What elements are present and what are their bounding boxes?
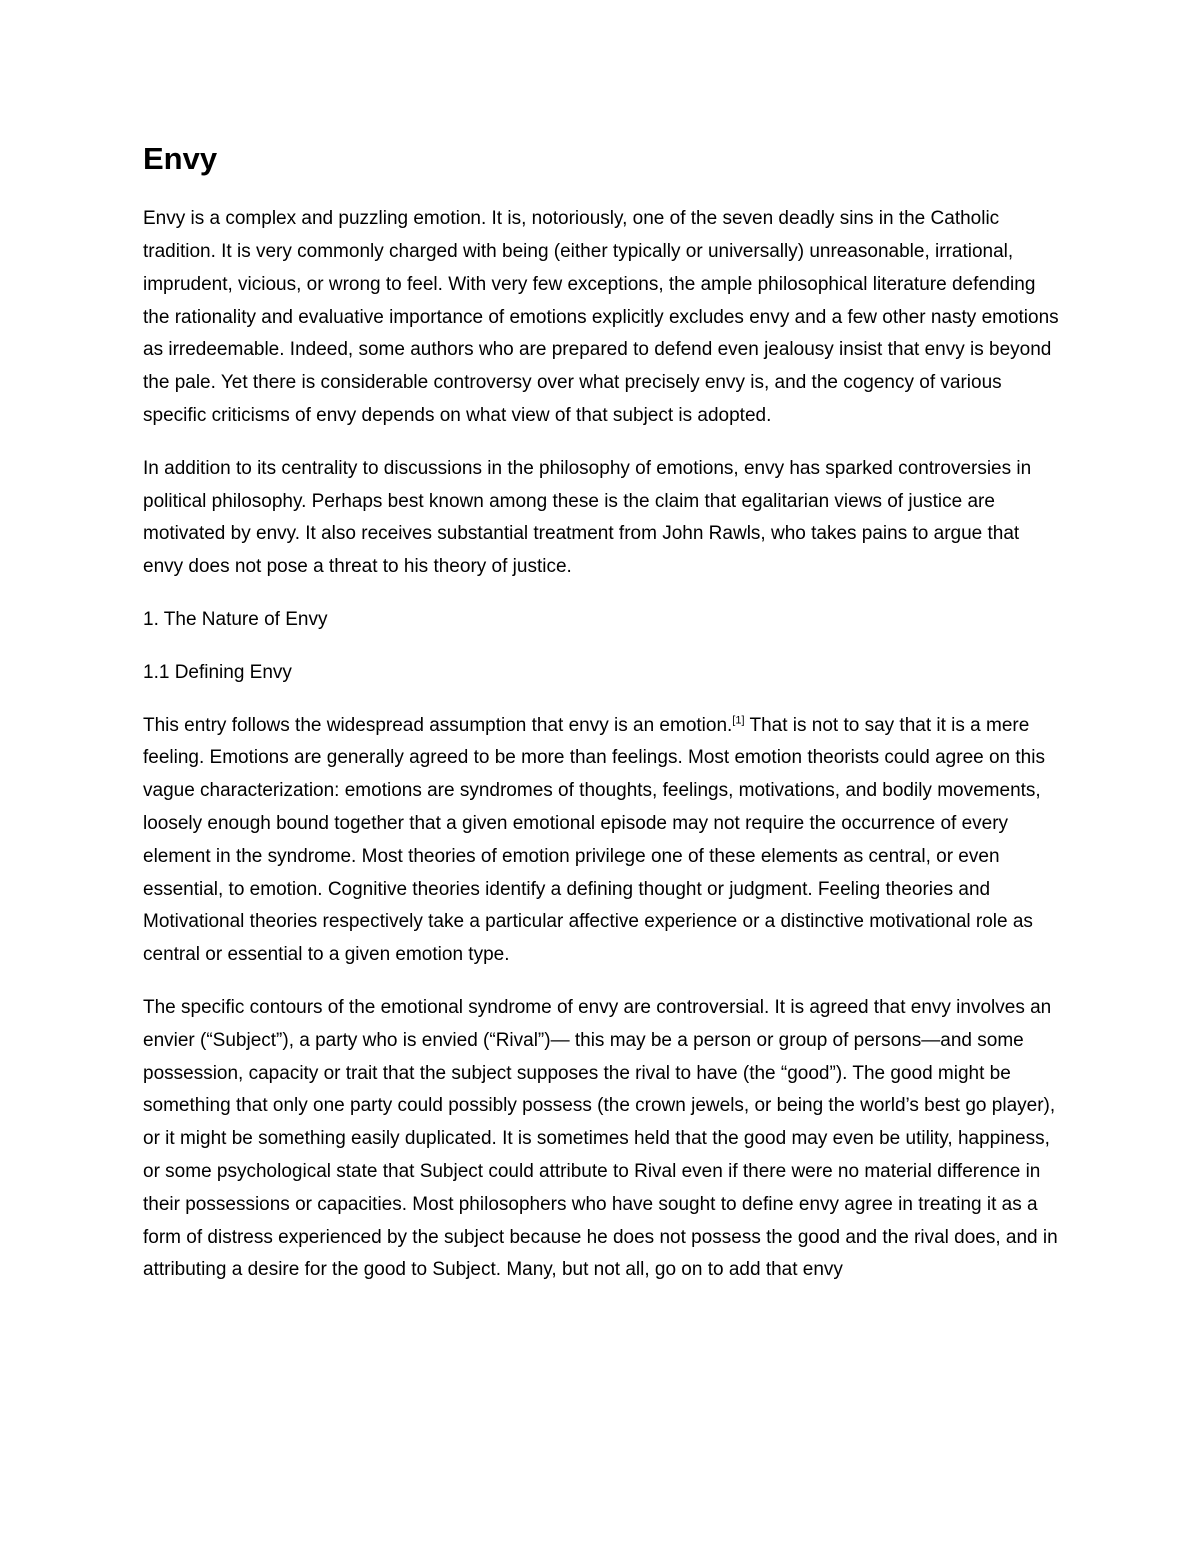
subsection-heading-defining-envy: 1.1 Defining Envy [143, 661, 292, 683]
paragraph-intro: Envy is a complex and puzzling emotion. It is, notoriously, one of the seven deadly sins in the Catholic tradition. It is very commonly charged with being (either typically or universally) unreasonable, irrational, imprudent, vicious, or wrong to feel. With very few exceptions, the ample philosophical literature defending the rationality and evaluative importance of emotions explicitly excludes envy and a few other nasty emotions as irredeemable. Indeed, some authors who are prepared to defend even jealousy insist that envy is beyond the pale. Yet there is considerable controversy over what precisely envy is, and the cogency of various specific criticisms of envy depends on what view of that subject is adopted. [143, 208, 1059, 426]
section-heading-nature-of-envy: 1. The Nature of Envy [143, 608, 328, 630]
footnote-reference-link[interactable]: [1] [732, 714, 745, 727]
document-page [143, 140, 1063, 1307]
paragraph-defining [143, 710, 1063, 972]
paragraph-defining-text-start: This entry follows the widespread assumption that envy is an emotion. [143, 714, 733, 736]
document-title: Envy [143, 141, 218, 176]
paragraph-contours: The specific contours of the emotional syndrome of envy are controversial. It is agreed that envy involves an envier (“Subject”), a party who is envied (“Rival”)— this may be a person or group of persons—and some possession, capacity or trait that the subject supposes the rival to have (the “good”). The good might be something that only one party could possibly possess (the crown jewels, or being the world’s best go player), or it might be something easily duplicated. It is sometimes held that the good may even be utility, happiness, or some psychological state that Subject could attribute to Rival even if there were no material difference in their possessions or capacities. Most philosophers who have sought to define envy agree in treating it as a form of distress experienced by the subject because he does not possess the good and the rival does, and in attributing a desire for the good to Subject. Many, but not all, go on to add that envy [143, 996, 1058, 1281]
paragraph-political: In addition to its centrality to discussions in the philosophy of emotions, envy has sparked controversies in political philosophy. Perhaps best known among these is the claim that egalitarian views of justice are motivated by envy. It also receives substantial treatment from John Rawls, who takes pains to argue that envy does not pose a threat to his theory of justice. [143, 457, 1032, 578]
paragraph-defining-text-rest: That is not to say that it is a mere feeling. Emotions are generally agreed to be more than feelings. Most emotion theorists could agree on this vague characterization: emotions are syndromes of thoughts, feelings, motivations, and bodily movements, loosely enough bound together that a given emotional episode may not require the occurrence of every element in the syndrome. Most theories of emotion privilege one of these elements as central, or even essential, to emotion. Cognitive theories identify a defining thought or judgment. Feeling theories and Motivational theories respectively take a particular affective experience or a distinctive motivational role as central or essential to a given emotion type. [143, 714, 1045, 966]
